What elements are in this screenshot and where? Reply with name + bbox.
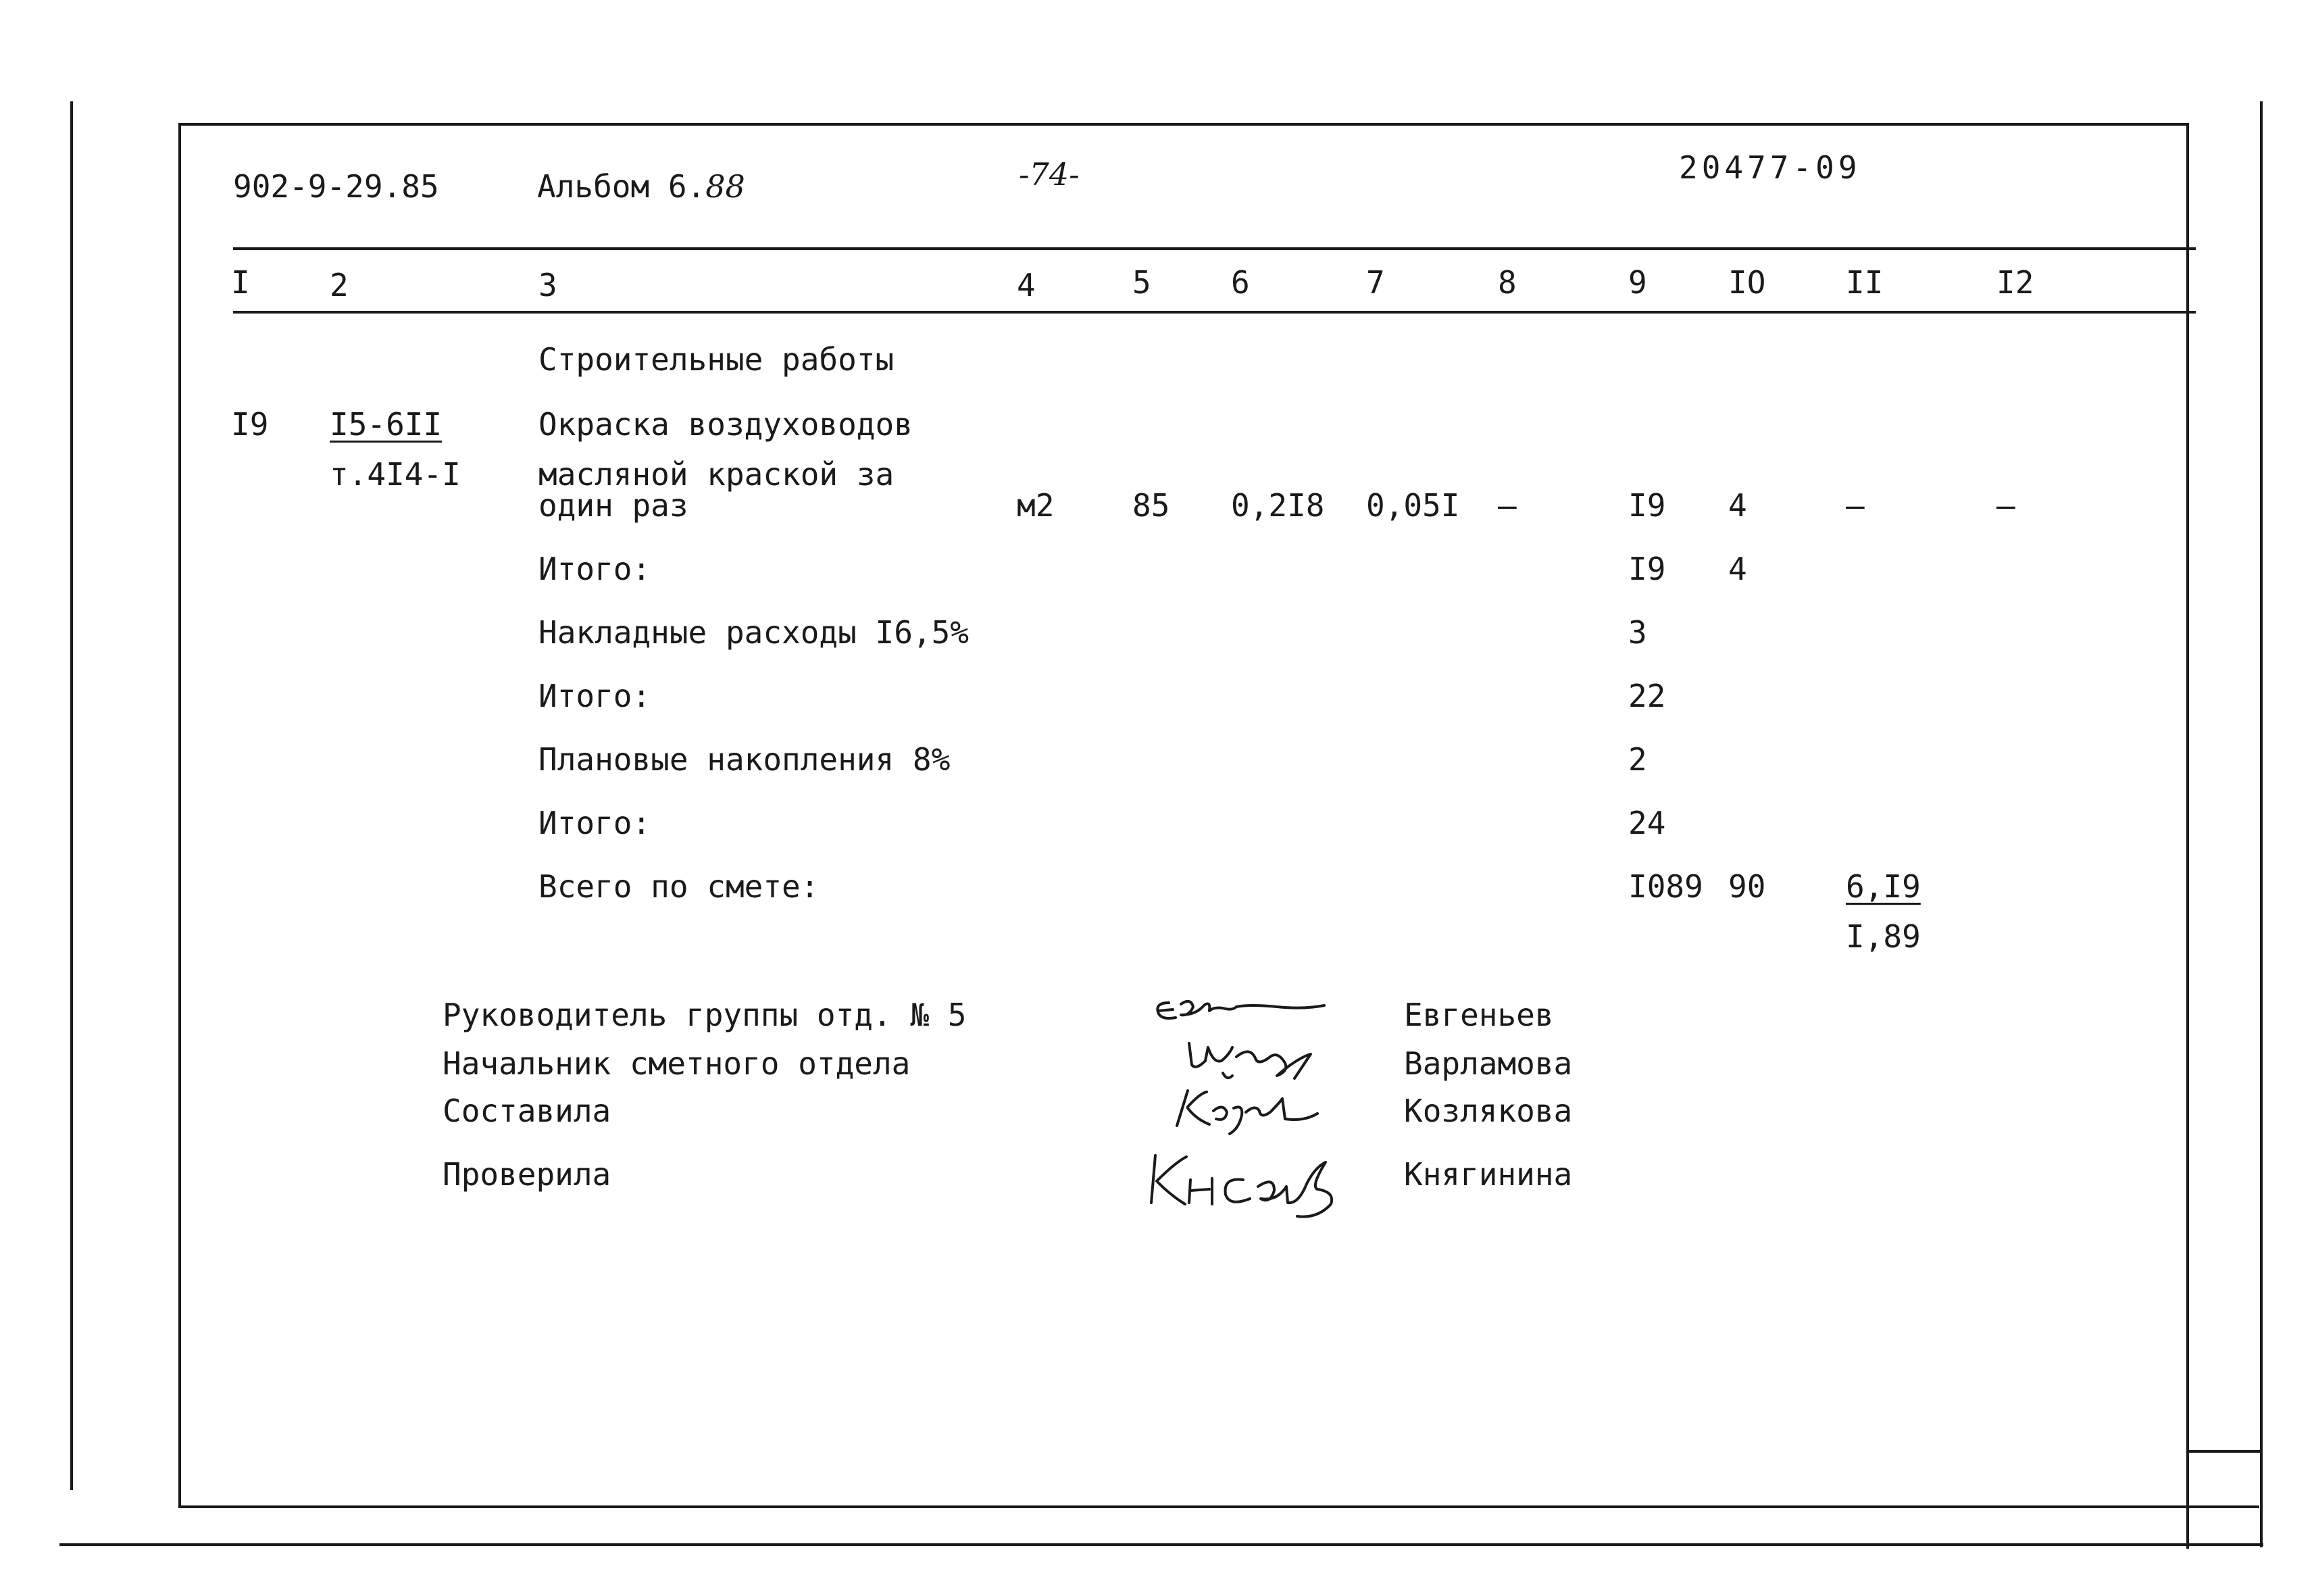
col-header-5: 5 <box>1132 264 1151 301</box>
grand-total-col11-top: 6,I9 <box>1846 868 1921 905</box>
album-prefix: Альбом 6. <box>537 168 706 205</box>
frame-bottom <box>178 1505 2259 1508</box>
stamp-box-top <box>2186 1450 2261 1453</box>
signer-role-3: Составила <box>443 1093 611 1129</box>
frame-left <box>178 123 181 1508</box>
row-col6: 0,2I8 <box>1231 487 1325 524</box>
col-header-11: II <box>1846 264 1884 301</box>
col-header-12: I2 <box>1996 264 2034 301</box>
col-header-1: I <box>231 264 250 301</box>
grand-total-col11-bottom: I,89 <box>1846 918 1921 955</box>
row-col11: – <box>1846 487 1865 524</box>
total-label-5: Итого: <box>538 805 651 841</box>
frame-top <box>181 123 2188 126</box>
doc-code: 902-9-29.85 <box>233 168 439 205</box>
row-col8: – <box>1498 487 1517 524</box>
page-number: -74- <box>1019 156 1080 193</box>
row-desc-line-2: масляной краской за <box>538 456 895 493</box>
total-col9-3: 22 <box>1628 678 1666 714</box>
signature-1-icon <box>1149 991 1338 1031</box>
col-header-3: 3 <box>538 267 557 303</box>
header-rule-2 <box>233 311 2196 314</box>
album-label <box>537 169 745 204</box>
grand-total-col10: 90 <box>1728 868 1766 905</box>
row-col7: 0,05I <box>1366 487 1460 524</box>
signer-role-2: Начальник сметного отдела <box>443 1045 911 1082</box>
signer-name-2: Варламова <box>1404 1045 1573 1082</box>
right-margin-line <box>2260 101 2263 1547</box>
total-label-2: Накладные расходы I6,5% <box>538 614 969 651</box>
col-header-4: 4 <box>1017 267 1036 303</box>
row-col10: 4 <box>1728 487 1747 524</box>
signature-3-icon <box>1169 1084 1338 1138</box>
signer-name-3: Козлякова <box>1404 1093 1573 1129</box>
grand-total-col9: I089 <box>1628 868 1703 905</box>
row-number: I9 <box>231 406 269 443</box>
row-col9: I9 <box>1628 487 1666 524</box>
signature-2-icon <box>1176 1034 1344 1088</box>
row-col12: – <box>1996 487 2015 524</box>
total-col10-1: 4 <box>1728 551 1747 587</box>
row-desc-line-3: один раз <box>538 487 688 524</box>
col-header-8: 8 <box>1498 264 1517 301</box>
col-header-9: 9 <box>1628 264 1647 301</box>
signer-name-1: Евгеньев <box>1404 997 1554 1033</box>
signer-role-4: Проверила <box>443 1156 611 1193</box>
row-desc-line-1: Окраска воздуховодов <box>538 406 913 443</box>
row-code-ref: т.4I4-I <box>330 456 461 493</box>
bottom-outer-line <box>59 1543 2263 1546</box>
signer-role-1: Руководитель группы отд. № 5 <box>443 997 967 1033</box>
grand-total-label: Всего по смете: <box>538 868 820 905</box>
signer-name-4: Княгинина <box>1404 1156 1573 1193</box>
total-label-1: Итого: <box>538 551 651 587</box>
col-header-2: 2 <box>330 267 349 303</box>
total-label-3: Итого: <box>538 678 651 714</box>
signature-4-icon <box>1142 1142 1365 1223</box>
section-title: Строительные работы <box>538 341 895 378</box>
album-number: 88 <box>705 168 745 205</box>
header-rule-1 <box>233 247 2196 250</box>
total-col9-2: 3 <box>1628 614 1647 651</box>
total-col9-5: 24 <box>1628 805 1666 841</box>
row-qty: 85 <box>1132 487 1170 524</box>
left-margin-line <box>70 101 73 1490</box>
col-header-10: IO <box>1728 264 1766 301</box>
frame-right <box>2186 123 2189 1549</box>
row-unit: м2 <box>1017 487 1055 524</box>
col-header-7: 7 <box>1366 264 1385 301</box>
total-label-4: Плановые накопления 8% <box>538 741 951 778</box>
total-col9-1: I9 <box>1628 551 1666 587</box>
inventory-number: 20477-09 <box>1679 149 1861 186</box>
total-col9-4: 2 <box>1628 741 1647 778</box>
col-header-6: 6 <box>1231 264 1250 301</box>
row-code: I5-6II <box>330 406 443 443</box>
